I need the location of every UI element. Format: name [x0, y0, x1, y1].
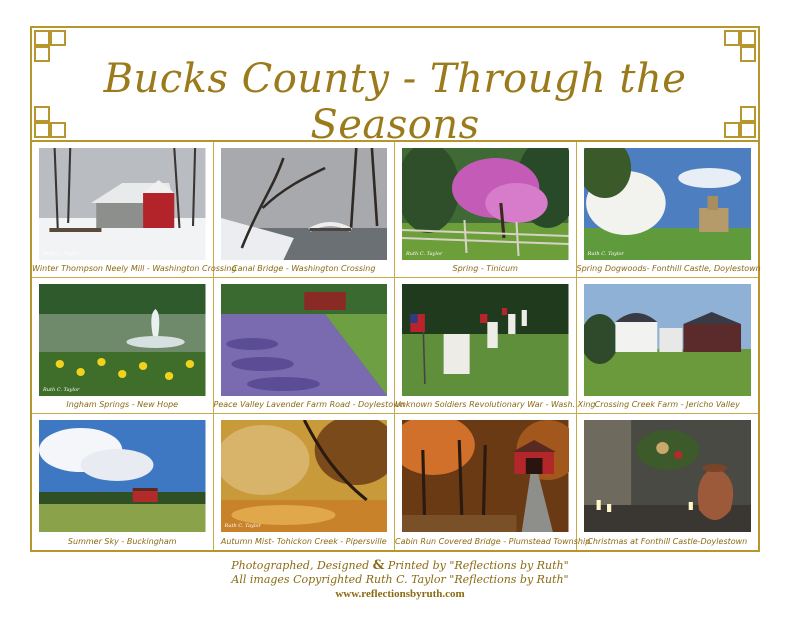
credit-line: [0, 558, 800, 573]
photo-caption: Unknown Soldiers Revolutionary War - Wash. Xing: [395, 400, 596, 409]
photo-card[interactable]: [32, 142, 237, 278]
snowy-canal-bridge-icon: [221, 148, 388, 260]
credit-text: Photographed, Designed: [231, 559, 373, 572]
title-banner: [30, 26, 760, 148]
photo-signature: Ruth C. Taylor: [224, 523, 261, 529]
dogwood-castle-icon: [584, 148, 752, 260]
photo-card[interactable]: [214, 142, 396, 278]
photo-card[interactable]: [213, 278, 405, 414]
photo-caption: Ingham Springs - New Hope: [66, 400, 179, 409]
poster: [30, 26, 762, 554]
redbud-tree-fence-icon: [402, 148, 569, 260]
covered-bridge-icon: [402, 420, 569, 532]
photo-card[interactable]: [395, 414, 591, 550]
photo-card[interactable]: [395, 142, 577, 278]
copyright-line: All images Copyrighted Ruth C. Taylor "Reflections by Ruth": [231, 573, 569, 586]
autumn-creek-icon: [221, 420, 388, 532]
photo-card[interactable]: [32, 414, 214, 550]
photo-caption: Crossing Creek Farm - Jericho Valley: [594, 400, 740, 409]
credit-text: Printed by "Reflections by Ruth": [384, 559, 569, 572]
flags-graves-icon: [402, 284, 569, 396]
photo-caption: Winter Thompson Neely Mill - Washington Crossing: [32, 264, 237, 273]
photo-card[interactable]: [577, 414, 759, 550]
photo-card[interactable]: [577, 142, 759, 278]
white-barns-icon: [584, 284, 752, 396]
photo-caption: Autumn Mist- Tohickon Creek - Pipersville: [220, 537, 387, 546]
photo-caption: Cabin Run Covered Bridge - Plumstead Township: [395, 537, 591, 546]
photo-signature: Ruth C. Taylor: [43, 387, 80, 393]
photo-card[interactable]: [395, 278, 596, 414]
photo-caption: Summer Sky - Buckingham: [67, 537, 177, 546]
lavender-field-icon: [221, 284, 388, 396]
photo-card[interactable]: [32, 278, 214, 414]
photo-signature: Ruth C. Taylor: [587, 251, 624, 257]
photo-caption: Canal Bridge - Washington Crossing: [232, 264, 376, 273]
photo-caption: Peace Valley Lavender Farm Road - Doylestown: [213, 400, 405, 409]
photo-grid: [30, 142, 760, 552]
website-link[interactable]: www.reflectionsbyruth.com: [335, 588, 465, 600]
photo-signature: Ruth C. Taylor: [43, 251, 80, 257]
christmas-urn-icon: [584, 420, 752, 532]
photo-caption: Spring - Tinicum: [452, 264, 518, 273]
photo-caption: Spring Dogwoods- Fonthill Castle, Doylestown: [576, 264, 761, 273]
photo-card[interactable]: [214, 414, 396, 550]
photo-caption: Christmas at Fonthill Castle-Doylestown: [587, 537, 748, 546]
ampersand: &: [372, 558, 385, 573]
photo-card[interactable]: [577, 278, 759, 414]
photo-signature: Ruth C. Taylor: [406, 251, 443, 257]
page-title: Bucks County - Through the Seasons: [103, 56, 687, 148]
fountain-iris-icon: [39, 284, 206, 396]
summer-sky-barn-icon: [39, 420, 206, 532]
snowy-red-mill-icon: [39, 148, 206, 260]
